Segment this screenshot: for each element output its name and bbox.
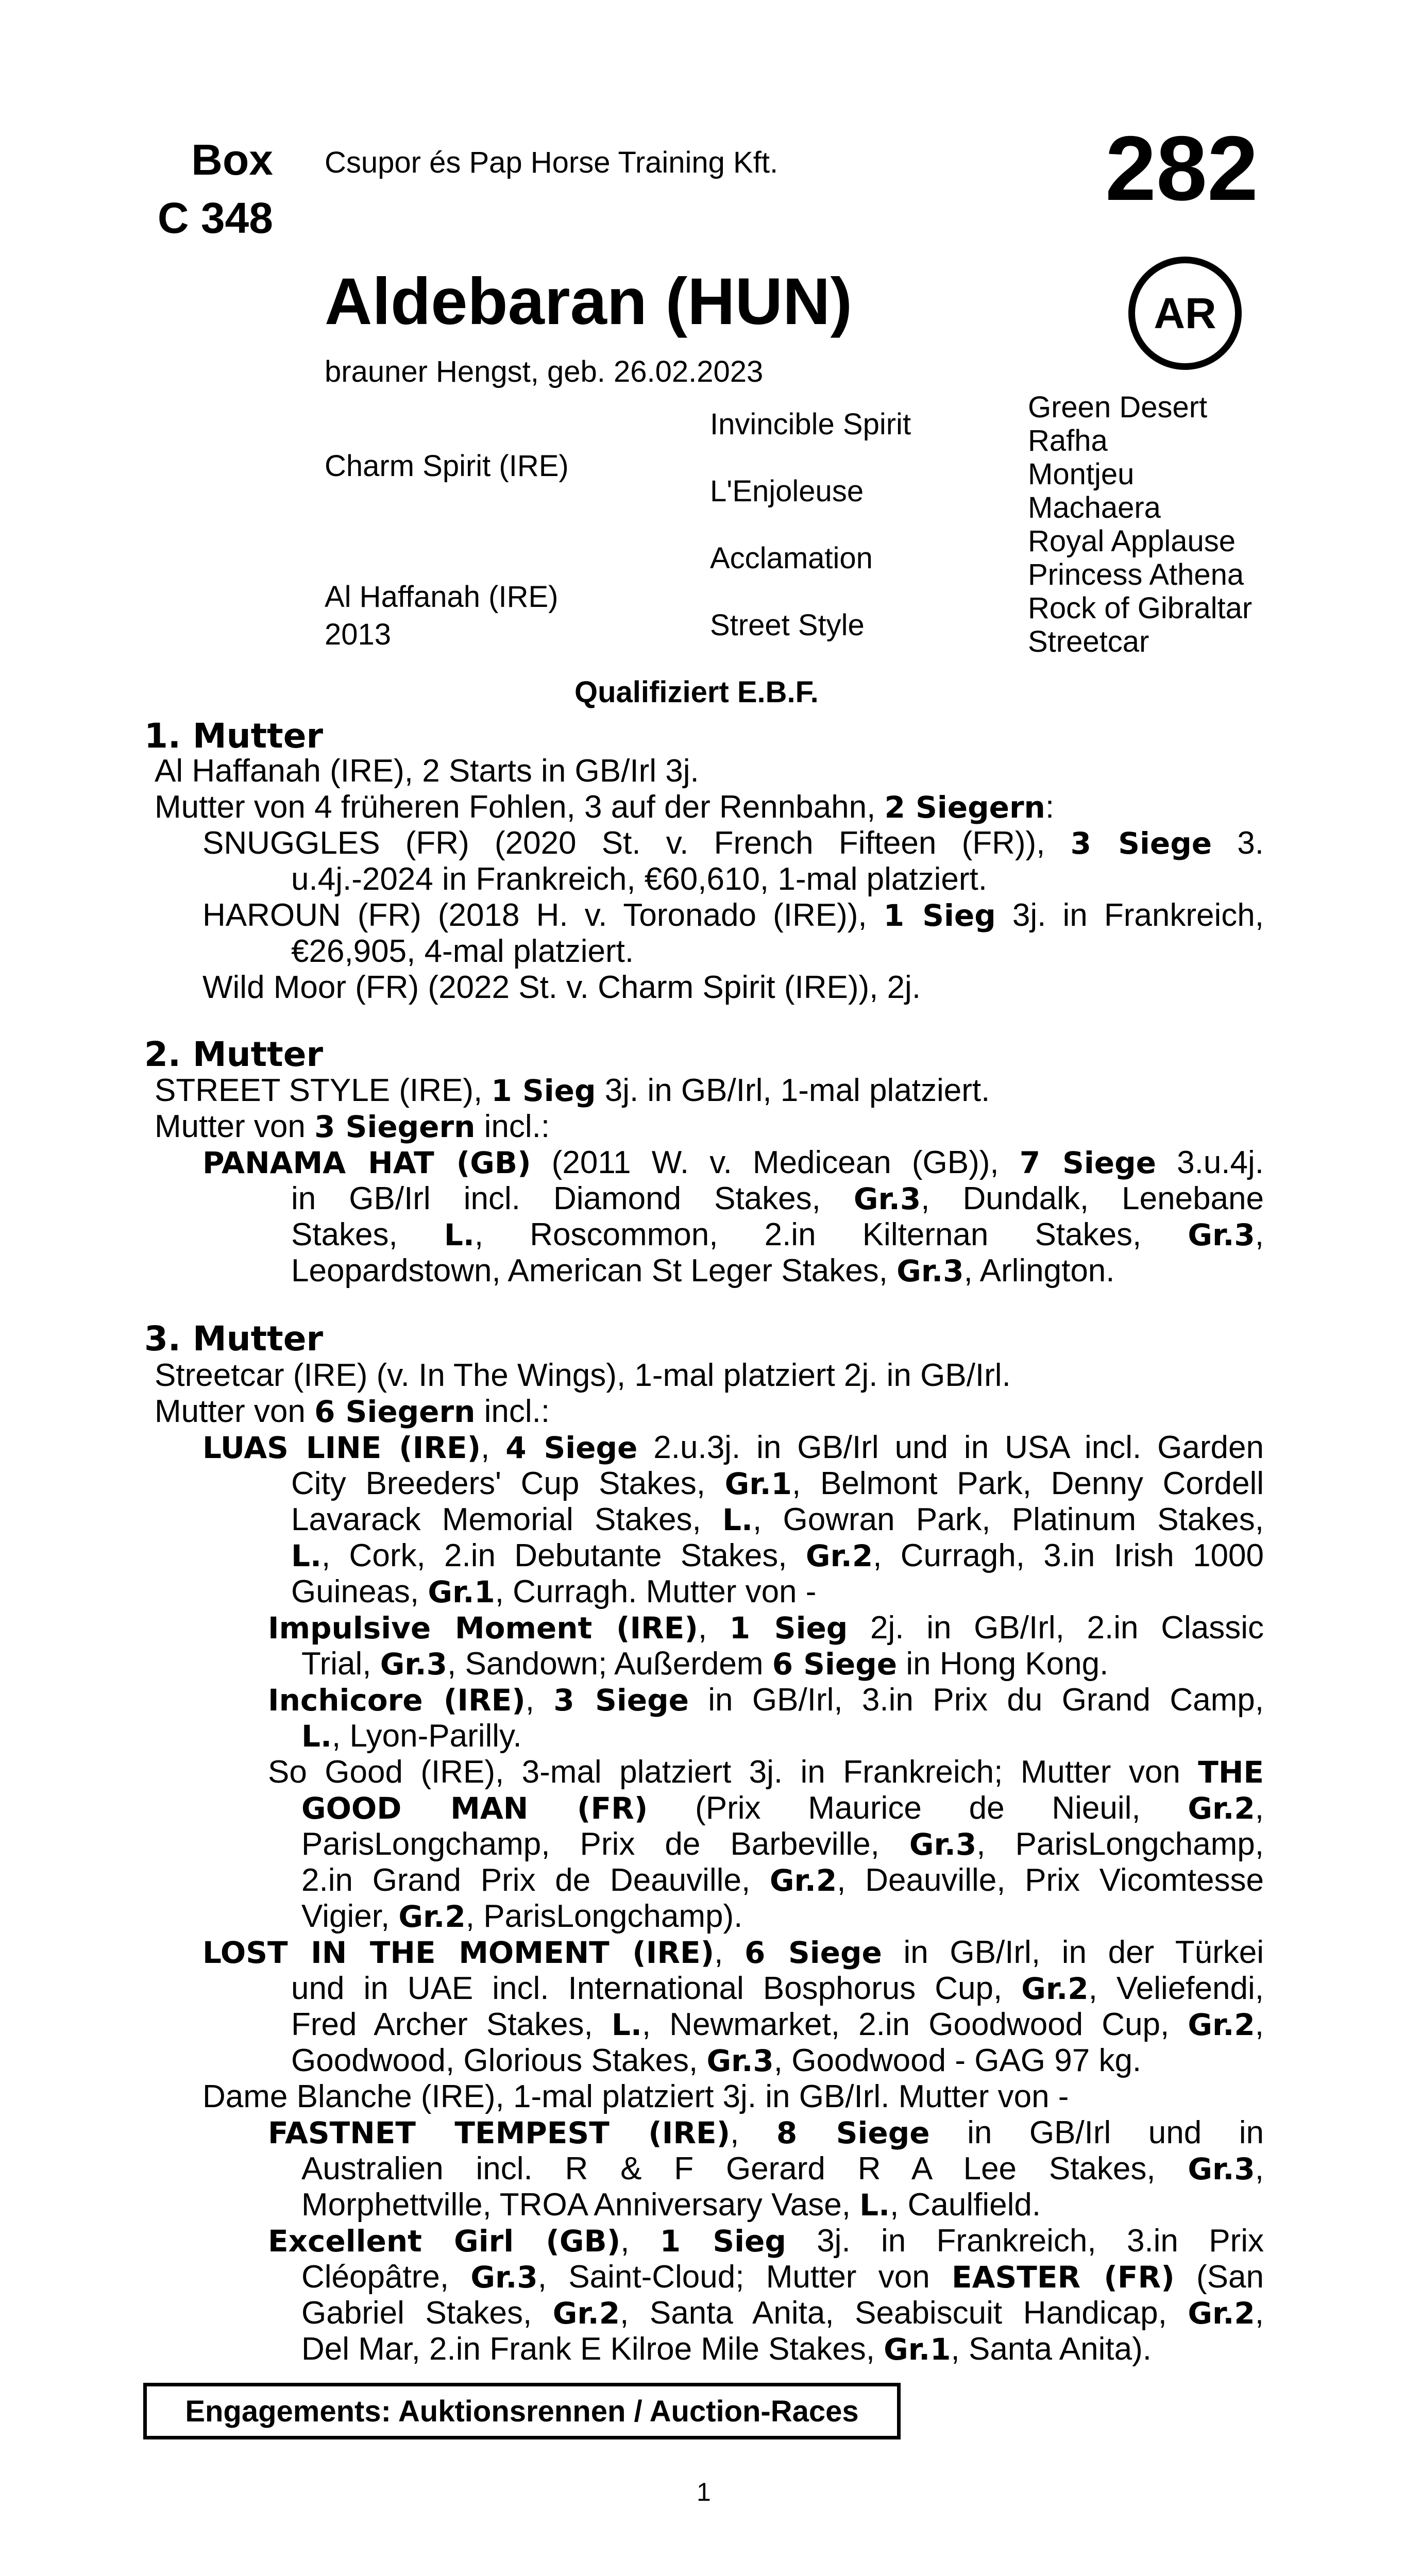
luas-line-line: Lavarack Memorial Stakes, L., Gowran Park, Platinum Stakes, — [291, 1502, 1264, 1537]
third-dam-heading: 3. Mutter — [144, 1319, 324, 1359]
luas-line-line: L., Cork, 2.in Debutante Stakes, Gr.2, Curragh, 3.in Irish 1000 — [291, 1538, 1264, 1573]
second-dam-produce: Mutter von 3 Siegern incl.: — [155, 1109, 550, 1144]
dam: Al Haffanah (IRE) — [325, 580, 559, 614]
engagements-box: Engagements: Auktionsrennen / Auction-Races — [143, 2383, 901, 2439]
box-label: Box — [191, 135, 273, 184]
gen3-ancestor: Princess Athena — [1028, 558, 1244, 591]
horse-name: Aldebaran (HUN) — [325, 265, 853, 338]
produce-dame-blanche: Dame Blanche (IRE), 1-mal platziert 3j. in GB/Irl. Mutter von - — [202, 2079, 1069, 2114]
first-dam-produce: Mutter von 4 früheren Fohlen, 3 auf der Rennbahn, 2 Siegern: — [155, 789, 1055, 825]
box-number: C 348 — [157, 194, 273, 242]
impulsive-moment-line: Trial, Gr.3, Sandown; Außerdem 6 Siege in Hong Kong. — [301, 1646, 1109, 1682]
first-dam-heading: 1. Mutter — [144, 716, 324, 756]
gen3-ancestor: Green Desert — [1028, 391, 1208, 424]
panama-hat-line: in GB/Irl incl. Diamond Stakes, Gr.3, Dundalk, Lenebane — [291, 1181, 1264, 1216]
produce-impulsive-moment: Impulsive Moment (IRE), 1 Sieg 2j. in GB/Irl, 2.in Classic — [268, 1610, 1264, 1646]
second-dam-record: STREET STYLE (IRE), 1 Sieg 3j. in GB/Irl, 1-mal platziert. — [155, 1073, 990, 1108]
gen3-ancestor: Montjeu — [1028, 457, 1135, 491]
dam-sire: Acclamation — [710, 541, 873, 575]
lost-in-the-moment-line: und in UAE incl. International Bosphorus Cup, Gr.2, Veliefendi, — [291, 1971, 1264, 2006]
lost-in-the-moment-line: Goodwood, Glorious Stakes, Gr.3, Goodwood - GAG 97 kg. — [291, 2043, 1142, 2078]
horse-description: brauner Hengst, geb. 26.02.2023 — [325, 355, 764, 388]
first-dam-record: Al Haffanah (IRE), 2 Starts in GB/Irl 3j. — [155, 753, 699, 789]
produce-luas-line: LUAS LINE (IRE), 4 Siege 2.u.3j. in GB/Irl und in USA incl. Garden — [202, 1430, 1264, 1465]
fastnet-tempest-line: Australien incl. R & F Gerard R A Lee Stakes, Gr.3, — [301, 2151, 1264, 2187]
trainer-name: Csupor és Pap Horse Training Kft. — [325, 146, 779, 179]
produce-so-good: So Good (IRE), 3-mal platziert 3j. in Frankreich; Mutter von THE — [268, 1754, 1264, 1790]
fastnet-tempest-line: Morphettville, TROA Anniversary Vase, L., Caulfield. — [301, 2187, 1041, 2223]
produce-snuggles: SNUGGLES (FR) (2020 St. v. French Fifteen (FR)), 3 Siege 3. — [202, 825, 1264, 861]
luas-line-line: Guineas, Gr.1, Curragh. Mutter von - — [291, 1574, 817, 1609]
lost-in-the-moment-line: Fred Archer Stakes, L., Newmarket, 2.in Goodwood Cup, Gr.2, — [291, 2007, 1264, 2042]
produce-panama-hat: PANAMA HAT (GB) (2011 W. v. Medicean (GB)), 7 Siege 3.u.4j. — [202, 1145, 1264, 1180]
excellent-girl-line: Cléopâtre, Gr.3, Saint-Cloud; Mutter von EASTER (FR) (San — [301, 2259, 1264, 2295]
produce-haroun-cont: €26,905, 4-mal platziert. — [291, 934, 634, 969]
third-dam-record: Streetcar (IRE) (v. In The Wings), 1-mal platziert 2j. in GB/Irl. — [155, 1358, 1011, 1393]
so-good-line: Vigier, Gr.2, ParisLongchamp). — [301, 1899, 743, 1934]
produce-snuggles-cont: u.4j.-2024 in Frankreich, €60,610, 1-mal platziert. — [291, 861, 987, 897]
gen3-ancestor: Streetcar — [1028, 625, 1149, 658]
second-dam-heading: 2. Mutter — [144, 1035, 324, 1074]
produce-lost-in-the-moment: LOST IN THE MOMENT (IRE), 6 Siege in GB/Irl, in der Türkei — [202, 1935, 1264, 1970]
so-good-line: ParisLongchamp, Prix de Barbeville, Gr.3, ParisLongchamp, — [301, 1826, 1264, 1862]
produce-excellent-girl: Excellent Girl (GB), 1 Sieg 3j. in Frankreich, 3.in Prix — [268, 2223, 1264, 2259]
sire-dam: L'Enjoleuse — [710, 474, 864, 508]
third-dam-produce: Mutter von 6 Siegern incl.: — [155, 1394, 550, 1429]
inchicore-line: L., Lyon-Parilly. — [301, 1718, 522, 1754]
lot-number: 282 — [1105, 117, 1258, 219]
panama-hat-line: Stakes, L., Roscommon, 2.in Kilternan Stakes, Gr.3, — [291, 1217, 1264, 1252]
so-good-line: GOOD MAN (FR) (Prix Maurice de Nieuil, Gr.2, — [301, 1790, 1264, 1826]
excellent-girl-line: Del Mar, 2.in Frank E Kilroe Mile Stakes, Gr.1, Santa Anita). — [301, 2331, 1152, 2367]
sire: Charm Spirit (IRE) — [325, 449, 569, 483]
excellent-girl-line: Gabriel Stakes, Gr.2, Santa Anita, Seabiscuit Handicap, Gr.2, — [301, 2295, 1264, 2331]
dam-year: 2013 — [325, 618, 392, 651]
produce-fastnet-tempest: FASTNET TEMPEST (IRE), 8 Siege in GB/Irl und in — [268, 2115, 1264, 2150]
gen3-ancestor: Rock of Gibraltar — [1028, 591, 1253, 625]
sire-sire: Invincible Spirit — [710, 408, 911, 441]
luas-line-line: City Breeders' Cup Stakes, Gr.1, Belmont Park, Denny Cordell — [291, 1466, 1264, 1501]
ar-badge: AR — [1128, 257, 1242, 370]
produce-haroun: HAROUN (FR) (2018 H. v. Toronado (IRE)), 1 Sieg 3j. in Frankreich, — [202, 897, 1264, 933]
so-good-line: 2.in Grand Prix de Deauville, Gr.2, Deauville, Prix Vicomtesse — [301, 1862, 1264, 1898]
gen3-ancestor: Rafha — [1028, 424, 1108, 457]
qualification: Qualifiziert E.B.F. — [574, 675, 819, 709]
produce-inchicore: Inchicore (IRE), 3 Siege in GB/Irl, 3.in Prix du Grand Camp, — [268, 1682, 1264, 1718]
dam-dam: Street Style — [710, 608, 865, 642]
gen3-ancestor: Machaera — [1028, 491, 1161, 524]
gen3-ancestor: Royal Applause — [1028, 524, 1236, 558]
produce-wild-moor: Wild Moor (FR) (2022 St. v. Charm Spirit (IRE)), 2j. — [202, 970, 921, 1005]
panama-hat-line: Leopardstown, American St Leger Stakes, Gr.3, Arlington. — [291, 1253, 1115, 1289]
page-number: 1 — [697, 2478, 711, 2506]
